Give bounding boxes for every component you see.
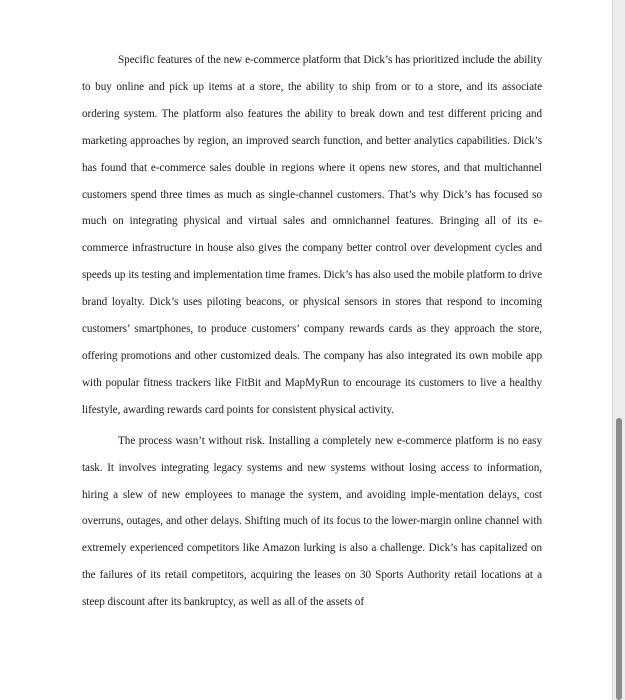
vertical-scrollbar-thumb[interactable] [616,418,622,700]
paragraph-1: Specific features of the new e-commerce platform that Dick’s has prioritized include the ability to buy online and pick up items at a store, the ability to ship from or to a store, and its associate ordering system. The platform also features the ability to break down and test different pricing and marketing approaches by region, an improved search function, and better analytics capabilities. Dick’s has found that e-commerce sales double in regions where it opens new stores, and that multichannel customers spend three times as much as single-channel customers. That’s why Dick’s has focused so much on integrating physical and virtual sales and omnichannel features. Bringing all of its e-commerce infrastructure in house also gives the company better control over development cycles and speeds up its testing and implementation time frames. Dick’s has also used the mobile platform to drive brand loyalty. Dick’s uses piloting beacons, or physical sensors in stores that respond to incoming customers’ smartphones, to produce customers’ company rewards cards as they approach the store, offering promotions and other customized deals. The company has also integrated its own mobile app with popular fitness trackers like FitBit and MapMyRun to encourage its customers to live a healthy lifestyle, awarding rewards card points for consistent physical activity. [82,54,542,416]
page-content [82,47,542,616]
paragraph-2: The process wasn’t without risk. Installing a completely new e-commerce platform is no easy task. It involves integrating legacy systems and new systems without losing access to information, hiring a slew of new employees to manage the system, and avoiding imple-mentation delays, cost overruns, outages, and other delays. Shifting much of its focus to the lower-margin online channel with extremely experienced competitors like Amazon lurking is also a challenge. Dick’s has capitalized on the failures of its retail competitors, acquiring the leases on 30 Sports Authority retail locations at a steep discount after its bankruptcy, as well as all of the assets of [82,434,542,609]
